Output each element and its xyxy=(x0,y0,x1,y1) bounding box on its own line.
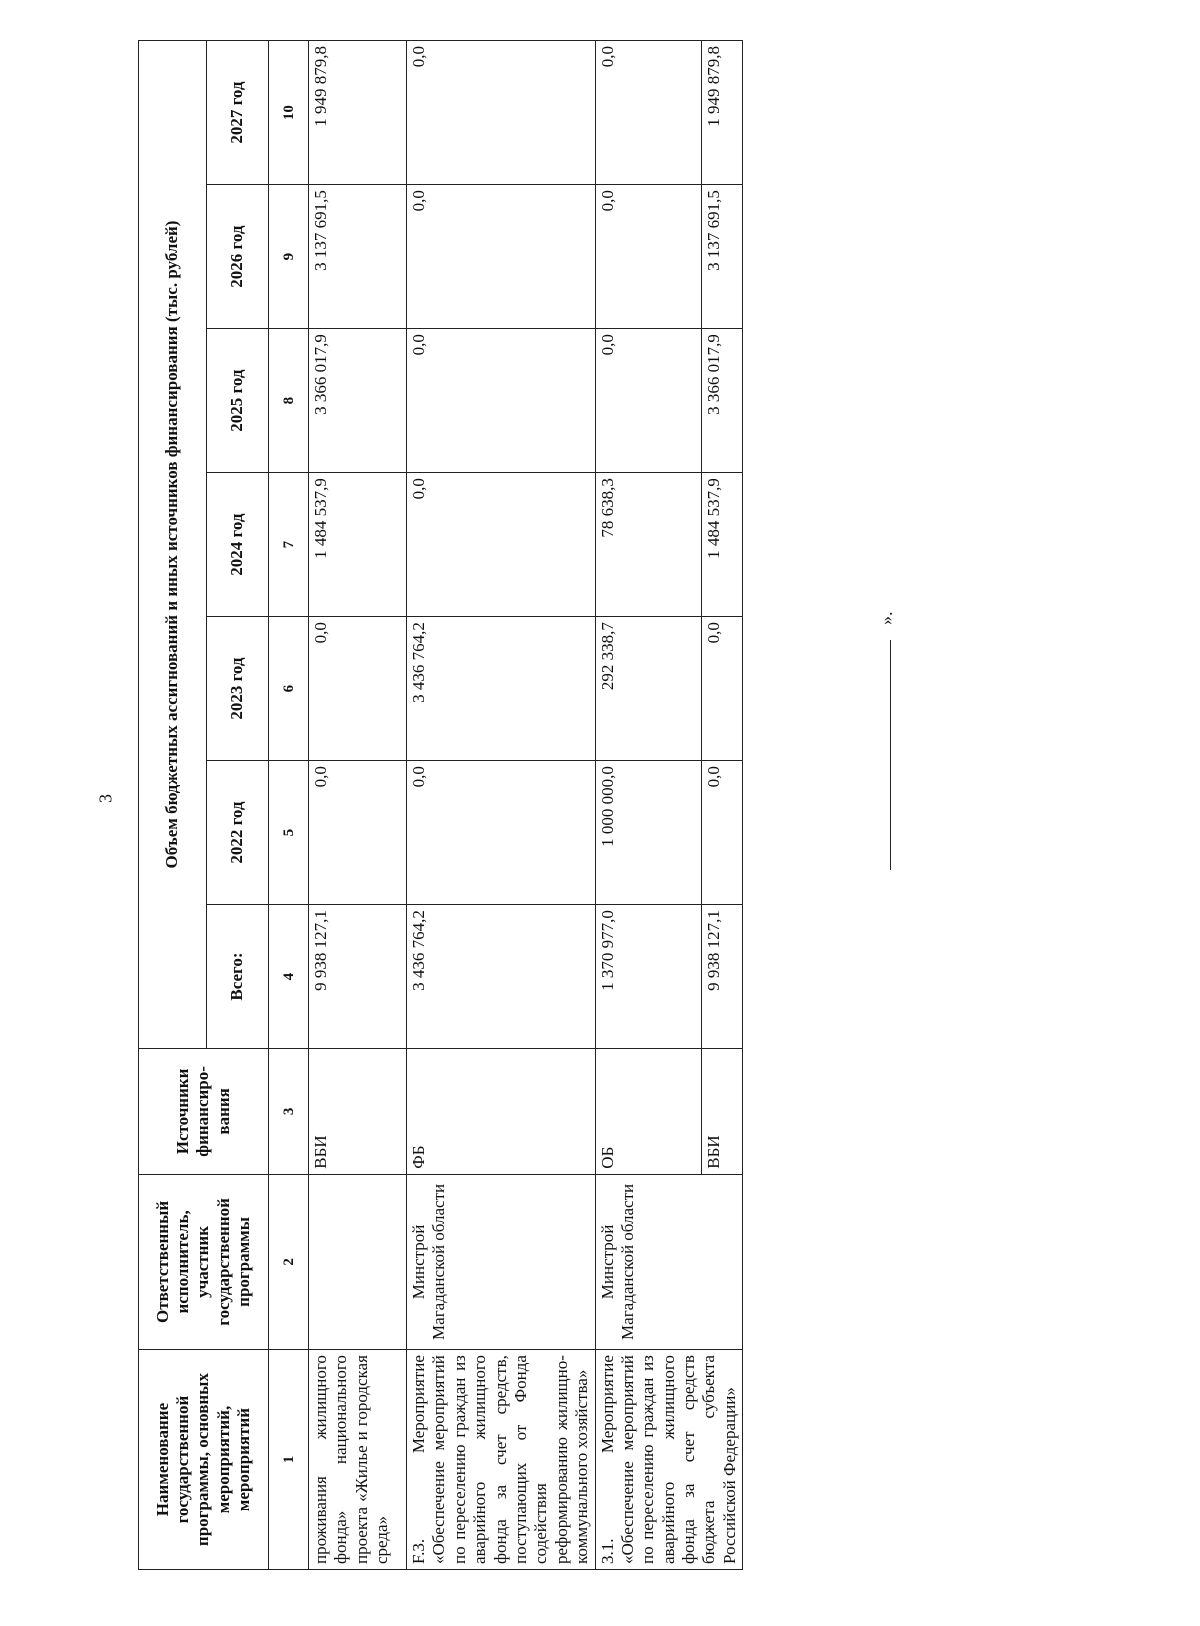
header-total: Всего: xyxy=(207,905,269,1049)
year-2023-cell: 3 436 764,2 xyxy=(407,617,596,761)
closing-quote-mark: ». xyxy=(876,611,896,625)
table-row xyxy=(595,41,701,1570)
header-year-2024: 2024 год xyxy=(207,473,269,617)
executor-cell xyxy=(309,1174,407,1349)
column-number: 1 xyxy=(269,1350,309,1570)
rotated-content xyxy=(138,40,896,1570)
column-number: 9 xyxy=(269,185,309,329)
column-number: 8 xyxy=(269,329,309,473)
year-2024-cell: 0,0 xyxy=(407,473,596,617)
header-executor: Ответственный исполнитель, участник государственной программы xyxy=(139,1174,269,1349)
year-2022-cell: 0,0 xyxy=(407,761,596,905)
header-row-1 xyxy=(139,41,207,1570)
year-2023-cell: 292 338,7 xyxy=(595,617,701,761)
column-number-row xyxy=(269,41,309,1570)
column-number: 2 xyxy=(269,1174,309,1349)
year-2026-cell: 3 137 691,5 xyxy=(309,185,407,329)
column-number: 4 xyxy=(269,905,309,1049)
year-2024-cell: 1 484 537,9 xyxy=(309,473,407,617)
year-2027-cell: 0,0 xyxy=(407,41,596,185)
program-name-cell: 3.1. Мероприятие «Обеспечение мероприятий по переселению граждан из аварийного жилищного фонда за счет средств бюджета субъекта Российской Федерации» xyxy=(595,1350,743,1570)
financing-table xyxy=(138,40,743,1570)
year-2022-cell: 0,0 xyxy=(701,761,742,905)
total-cell: 3 436 764,2 xyxy=(407,905,596,1049)
year-2027-cell: 1 949 879,8 xyxy=(309,41,407,185)
closing-rule xyxy=(890,640,891,870)
page-number: 3 xyxy=(95,794,116,803)
total-cell: 9 938 127,1 xyxy=(309,905,407,1049)
header-year-2025: 2025 год xyxy=(207,329,269,473)
year-2023-cell: 0,0 xyxy=(701,617,742,761)
executor-cell: Минстрой Магаданской области xyxy=(407,1174,596,1349)
header-funding-group: Объем бюджетных ассигнований и иных источников финансирования (тыс. рублей) xyxy=(139,41,207,1049)
table-row xyxy=(309,41,407,1570)
column-number: 7 xyxy=(269,473,309,617)
header-year-2022: 2022 год xyxy=(207,761,269,905)
column-number: 10 xyxy=(269,41,309,185)
header-source: Источники финансиро-вания xyxy=(139,1049,269,1175)
table-row xyxy=(407,41,596,1570)
column-number: 6 xyxy=(269,617,309,761)
year-2025-cell: 0,0 xyxy=(407,329,596,473)
total-cell: 1 370 977,0 xyxy=(595,905,701,1049)
year-2024-cell: 1 484 537,9 xyxy=(701,473,742,617)
year-2025-cell: 3 366 017,9 xyxy=(701,329,742,473)
year-2022-cell: 1 000 000,0 xyxy=(595,761,701,905)
header-year-2027: 2027 год xyxy=(207,41,269,185)
program-name-cell: F.3. Мероприятие «Обеспечение мероприятий по переселению граждан из аварийного жилищного фонда за счет средств, поступающих от Фонда содействия реформированию жилищно-коммунального хозяйства» xyxy=(407,1350,596,1570)
year-2025-cell: 0,0 xyxy=(595,329,701,473)
column-number: 5 xyxy=(269,761,309,905)
year-2026-cell: 0,0 xyxy=(407,185,596,329)
year-2027-cell: 1 949 879,8 xyxy=(701,41,742,185)
year-2025-cell: 3 366 017,9 xyxy=(309,329,407,473)
year-2026-cell: 3 137 691,5 xyxy=(701,185,742,329)
source-cell: ВБИ xyxy=(701,1049,742,1175)
program-name-cell: проживания жилищного фонда» национального проекта «Жилье и городская среда» xyxy=(309,1350,407,1570)
year-2024-cell: 78 638,3 xyxy=(595,473,701,617)
total-cell: 9 938 127,1 xyxy=(701,905,742,1049)
column-number: 3 xyxy=(269,1049,309,1175)
year-2027-cell: 0,0 xyxy=(595,41,701,185)
source-cell: ОБ xyxy=(595,1049,701,1175)
year-2023-cell: 0,0 xyxy=(309,617,407,761)
year-2022-cell: 0,0 xyxy=(309,761,407,905)
year-2026-cell: 0,0 xyxy=(595,185,701,329)
header-year-2026: 2026 год xyxy=(207,185,269,329)
header-year-2023: 2023 год xyxy=(207,617,269,761)
source-cell: ВБИ xyxy=(309,1049,407,1175)
executor-cell: Минстрой Магаданской области xyxy=(595,1174,743,1349)
source-cell: ФБ xyxy=(407,1049,596,1175)
header-program-name: Наименование государственной программы, основных мероприятий, мероприятий xyxy=(139,1350,269,1570)
